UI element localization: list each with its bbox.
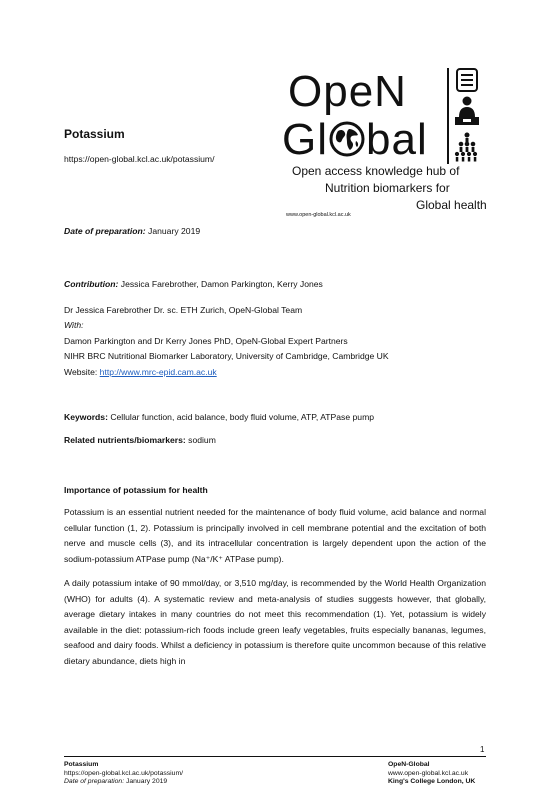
logo-text-open: OpeN <box>288 67 407 116</box>
section-heading: Importance of potassium for health <box>64 485 208 495</box>
population-icon <box>454 132 480 167</box>
website-link[interactable]: http://www.mrc-epid.cam.ac.uk <box>99 367 217 377</box>
keywords-label: Keywords: <box>64 412 108 422</box>
related-label: Related nutrients/biomarkers: <box>64 435 186 445</box>
footer-title: Potassium <box>64 761 99 768</box>
logo <box>282 62 492 222</box>
logo-text-global <box>282 115 428 164</box>
contribution <box>64 280 323 289</box>
contribution-label: Contribution: <box>64 279 119 289</box>
date-label: Date of preparation: <box>64 226 146 236</box>
researcher-icon <box>454 96 480 131</box>
paragraph-2: A daily potassium intake of 90 mmol/day, or 3,510 mg/day, is recommended by the World Health Organization (WHO) for adults (4). A systematic review and meta-analysis of studies suggests however, that globally, average dietary intakes in many countries do not meet this recommendation (1). Yet, potassium is widely available in the diet: potassium-rich foods include green leafy vegetables, fruits especially bananas, legumes, seafood and dairy foods. Whilst a deficiency in potassium is therefore quite uncommon because of this relative dietary abundance, diets high in <box>64 578 486 666</box>
website-label: Website: <box>64 367 100 377</box>
footer-date-value: January 2019 <box>124 778 168 785</box>
logo-tagline-1: Open access knowledge hub of <box>292 164 460 178</box>
footer-date-label: Date of preparation: <box>64 778 125 785</box>
footer-divider <box>64 756 486 757</box>
keywords-value: Cellular function, acid balance, body fluid volume, ATP, ATPase pump <box>107 412 375 422</box>
footer-url: https://open-global.kcl.ac.uk/potassium/ <box>64 769 184 777</box>
footer-site: www.open-global.kcl.ac.uk <box>388 769 469 777</box>
page-number: 1 <box>480 745 485 754</box>
date-value: January 2019 <box>145 226 201 236</box>
related-value: sodium <box>185 435 216 445</box>
logo-tagline-2: Nutrition biomarkers for <box>325 181 450 195</box>
footer-org: OpeN-Global <box>388 761 430 768</box>
logo-vertical-bar <box>447 68 449 164</box>
logo-site: www.open-global.kcl.ac.uk <box>286 212 351 218</box>
contribution-value: Jessica Farebrother, Damon Parkington, Kerry Jones <box>118 279 323 289</box>
related-nutrients <box>64 436 216 445</box>
document-icon <box>456 68 478 97</box>
footer-institution: King's College London, UK <box>388 778 476 785</box>
footer-date <box>64 778 183 787</box>
date-of-preparation <box>64 227 200 236</box>
affiliation-line-2: Damon Parkington and Dr Kerry Jones PhD, OpeN-Global Expert Partners <box>64 336 348 346</box>
footer-left <box>64 761 183 787</box>
paragraph-1: Potassium is an essential nutrient needed for the maintenance of body fluid volume, acid balance and normal cellular function (1, 2). Potassium is principally involved in cell membrane potential and the excitation of both nerve and muscle cells (3), and its intracellular concentration is largely dependent upon the action of the sodium-potassium ATPase pump (Na⁺/K⁺ ATPase pump). <box>64 507 486 564</box>
keywords <box>64 413 374 422</box>
footer-right <box>388 761 475 787</box>
title-url: https://open-global.kcl.ac.uk/potassium/ <box>64 154 215 164</box>
logo-tagline-3: Global health <box>416 198 487 212</box>
website-line <box>64 368 217 377</box>
affiliation-line-3: NIHR BRC Nutritional Biomarker Laboratory, University of Cambridge, Cambridge UK <box>64 351 389 361</box>
logo-text-bal: bal <box>366 115 428 164</box>
affiliation-line-1: Dr Jessica Farebrother Dr. sc. ETH Zurich, OpeN-Global Team <box>64 305 303 315</box>
globe-icon <box>329 121 365 157</box>
logo-text-gl: Gl <box>282 115 328 164</box>
page-title: Potassium <box>64 127 125 141</box>
affiliation-with: With: <box>64 320 84 330</box>
